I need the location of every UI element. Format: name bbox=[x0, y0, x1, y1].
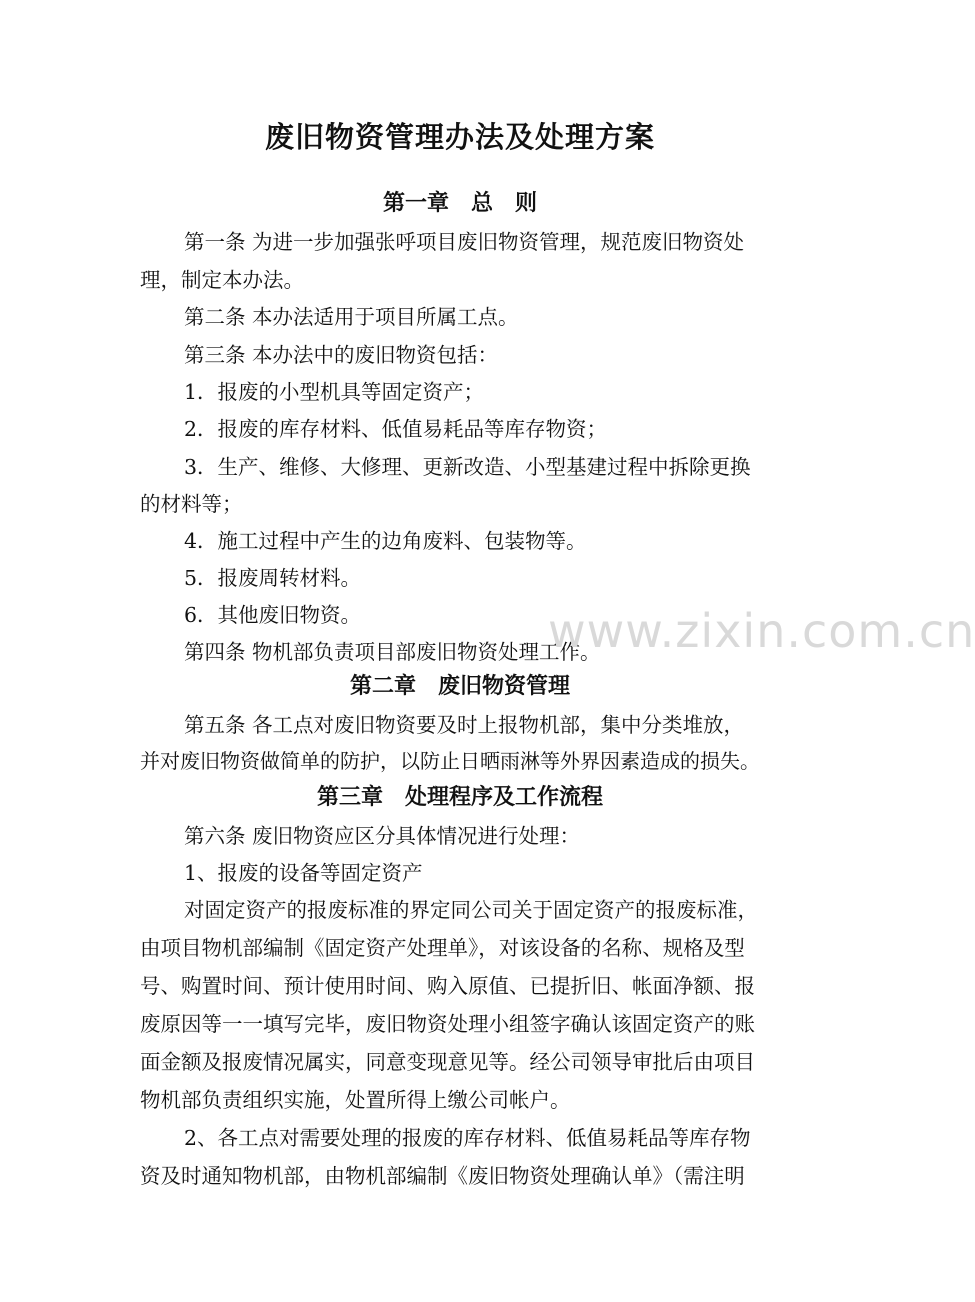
paragraph-1-line-4: 废原因等一一填写完毕，废旧物资处理小组签字确认该固定资产的账 bbox=[140, 1012, 755, 1036]
article-5-line-1: 第五条 各工点对废旧物资要及时上报物机部，集中分类堆放， bbox=[184, 713, 745, 737]
paragraph-2-line-1: 2、各工点对需要处理的报废的库存材料、低值易耗品等库存物 bbox=[184, 1126, 751, 1150]
paragraph-1-line-3: 号、购置时间、预计使用时间、购入原值、已提折旧、帐面净额、报 bbox=[140, 974, 755, 998]
sub-heading-1: 1、报废的设备等固定资产 bbox=[184, 861, 423, 885]
article-2: 第二条 本办法适用于项目所属工点。 bbox=[184, 305, 519, 329]
list-item-1: 1．报废的小型机具等固定资产； bbox=[184, 380, 485, 404]
list-item-6: 6．其他废旧物资。 bbox=[184, 603, 362, 627]
chapter-2-heading: 第二章 废旧物资管理 bbox=[349, 673, 570, 699]
chapter-1-heading: 第一章 总 则 bbox=[382, 190, 537, 216]
chapter-3-heading: 第三章 处理程序及工作流程 bbox=[316, 784, 603, 810]
list-item-3-line-2: 的材料等； bbox=[140, 492, 243, 516]
article-4: 第四条 物机部负责项目部废旧物资处理工作。 bbox=[184, 640, 601, 664]
document-title: 废旧物资管理办法及处理方案 bbox=[264, 120, 655, 154]
article-1-line-1: 第一条 为进一步加强张呼项目废旧物资管理，规范废旧物资处 bbox=[184, 230, 745, 254]
article-6: 第六条 废旧物资应区分具体情况进行处理： bbox=[184, 824, 581, 848]
paragraph-2-line-2: 资及时通知物机部，由物机部编制《废旧物资处理确认单》（需注明 bbox=[140, 1164, 745, 1188]
paragraph-1-line-5: 面金额及报废情况属实，同意变现意见等。经公司领导审批后由项目 bbox=[140, 1050, 755, 1074]
list-item-4: 4．施工过程中产生的边角废料、包装物等。 bbox=[184, 529, 587, 553]
list-item-2: 2．报废的库存材料、低值易耗品等库存物资； bbox=[184, 417, 608, 441]
article-3: 第三条 本办法中的废旧物资包括： bbox=[184, 343, 499, 367]
paragraph-1-line-2: 由项目物机部编制《固定资产处理单》，对该设备的名称、规格及型 bbox=[140, 936, 745, 960]
paragraph-1-line-1: 对固定资产的报废标准的界定同公司关于固定资产的报废标准， bbox=[184, 898, 758, 922]
list-item-3-line-1: 3．生产、维修、大修理、更新改造、小型基建过程中拆除更换 bbox=[184, 455, 751, 479]
watermark: www.zixin.com.cn bbox=[548, 604, 975, 658]
article-1-line-2: 理，制定本办法。 bbox=[140, 268, 304, 292]
list-item-5: 5．报废周转材料。 bbox=[184, 566, 362, 590]
article-5-line-2: 并对废旧物资做简单的防护，以防止日晒雨淋等外界因素造成的损失。 bbox=[140, 749, 760, 773]
paragraph-1-line-6: 物机部负责组织实施，处置所得上缴公司帐户。 bbox=[140, 1088, 571, 1112]
